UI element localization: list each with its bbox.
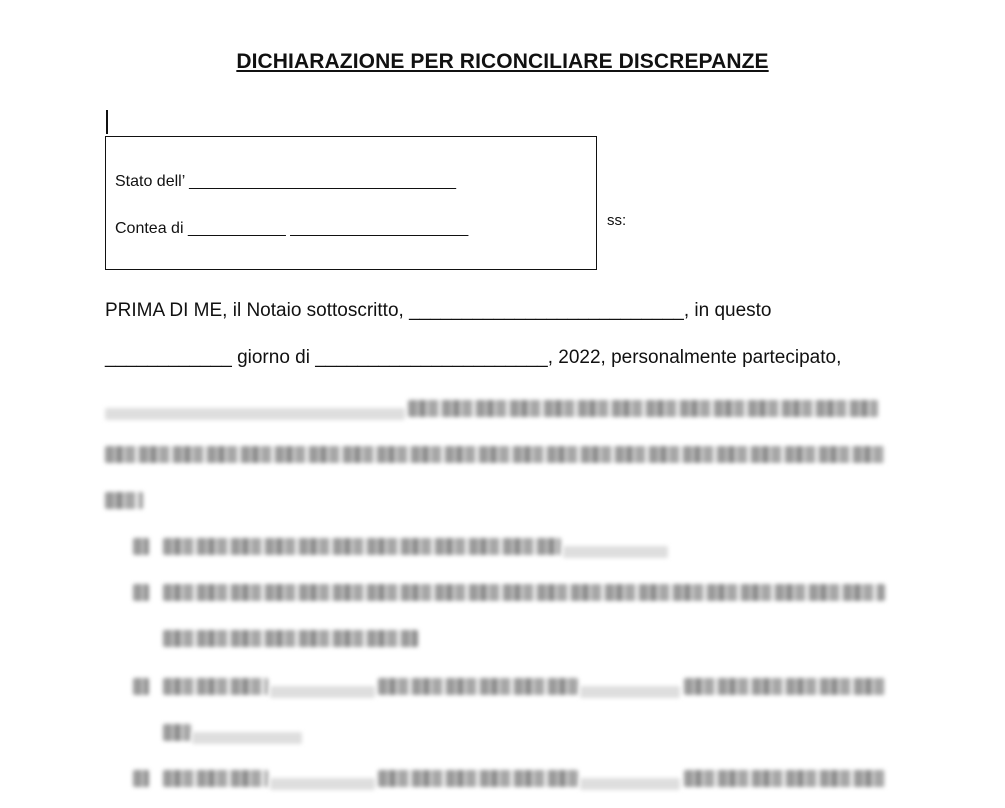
blurred-line [580, 686, 680, 698]
state-line: Stato dell’ ______________________________ [115, 173, 457, 190]
blurred-line [270, 686, 375, 698]
blurred-line [163, 584, 885, 601]
document-title: DICHIARAZIONE PER RICONCILIARE DISCREPANZE [236, 50, 769, 73]
blurred-line [378, 770, 578, 787]
blurred-line [563, 546, 668, 558]
blurred-line [270, 778, 375, 790]
blurred-line [163, 538, 561, 555]
blurred-line [580, 778, 680, 790]
text-cursor [106, 110, 108, 134]
paragraph-line-2: ____________ giorno di ______________________, 2022, personalmente partecipato, [105, 347, 842, 368]
blurred-line [163, 630, 418, 647]
blurred-line [684, 770, 885, 787]
blurred-line [408, 400, 878, 417]
county-line: Contea di ___________ ____________________ [115, 220, 469, 237]
blurred-line [105, 408, 405, 420]
blurred-line [192, 732, 302, 744]
blurred-line [684, 678, 885, 695]
blurred-line [105, 446, 885, 463]
ss-label: ss: [607, 212, 627, 229]
blurred-line [163, 724, 191, 741]
blurred-line [105, 492, 143, 509]
blurred-line [163, 770, 268, 787]
blurred-list-marker [133, 678, 149, 695]
blurred-preview-area [0, 390, 1005, 808]
blurred-line [378, 678, 578, 695]
paragraph-line-1: PRIMA DI ME, il Notaio sottoscritto, __________________________, in questo [105, 300, 772, 321]
venue-box [105, 136, 597, 270]
blurred-list-marker [133, 538, 149, 555]
blurred-list-marker [133, 584, 149, 601]
blurred-list-marker [133, 770, 149, 787]
blurred-line [163, 678, 268, 695]
